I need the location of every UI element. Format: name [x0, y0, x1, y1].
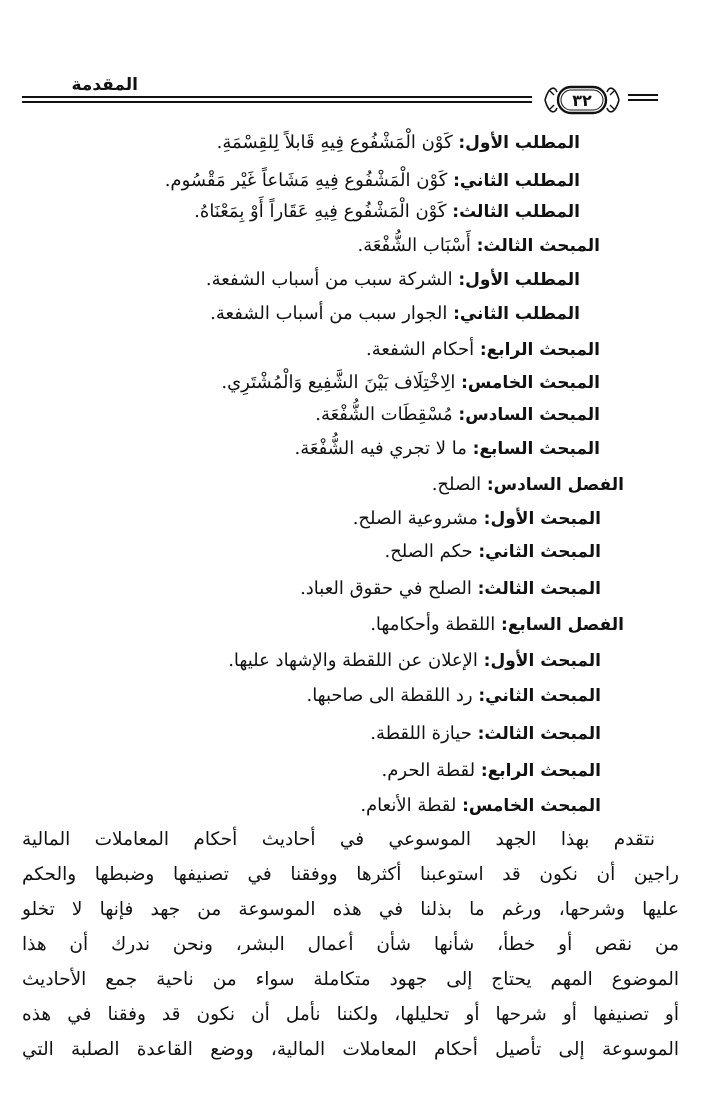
- paragraph-line: نتقدم بهذا الجهد الموسوعي في أحاديث أحكام المعاملات المالية: [22, 829, 655, 850]
- entry-text: لقطة الأنعام.: [360, 795, 463, 816]
- entry-text: ما لا تجري فيه الشُّفْعَة.: [294, 438, 473, 459]
- entry-text: كَوْن الْمَشْفُوع فِيهِ قَابلاً لِلقِسْمَةِ.: [216, 132, 459, 153]
- header-rule-end: [628, 99, 658, 101]
- page-number-ornament: [541, 82, 623, 118]
- outline-entry: [165, 169, 580, 193]
- outline-entry: [228, 649, 601, 673]
- entry-text: أحكام الشفعة.: [366, 339, 480, 360]
- outline-entry: [432, 473, 624, 497]
- header-rule: [22, 96, 532, 98]
- outline-entry: [306, 684, 601, 708]
- page-number: ٣٢: [572, 91, 592, 110]
- header-rule: [22, 101, 532, 103]
- outline-entry: [360, 794, 601, 818]
- paragraph-line: الموسوعة إلى تأصيل أحكام المعاملات المالية، ووضع القاعدة الصلبة التي: [22, 1039, 679, 1060]
- entry-text: الشركة سبب من أسباب الشفعة.: [205, 269, 459, 290]
- outline-entry: [194, 200, 580, 224]
- entry-text: لقطة الحرم.: [381, 760, 481, 781]
- entry-label: المطلب الثاني:: [453, 171, 580, 191]
- entry-label: الفصل السابع:: [501, 615, 624, 635]
- entry-text: الإعلان عن اللقطة والإشهاد عليها.: [228, 650, 484, 671]
- outline-entry: [353, 507, 601, 531]
- entry-label: المبحث الأول:: [483, 651, 601, 671]
- outline-entry: [370, 722, 601, 746]
- entry-text: رد اللقطة الى صاحبها.: [306, 685, 479, 706]
- entry-text: الصلح في حقوق العباد.: [300, 578, 478, 599]
- outline-entry: [315, 403, 600, 427]
- outline-entry: [357, 234, 600, 258]
- entry-text: أَسْبَاب الشُّفْعَة.: [357, 235, 477, 256]
- entry-label: المطلب الأول:: [458, 270, 580, 290]
- entry-label: المبحث السادس:: [458, 405, 600, 425]
- outline-entry: [366, 338, 600, 362]
- outline-entry: [295, 437, 600, 461]
- header-rule-end: [628, 94, 658, 96]
- paragraph-line: من نقص أو خطأ، شأنها شأن أعمال البشر، ونحن ندرك أن هذا: [22, 934, 679, 955]
- entry-label: المبحث الثاني:: [478, 686, 601, 706]
- entry-text: حكم الصلح.: [384, 541, 479, 562]
- entry-text: كَوْن الْمَشْفُوع فِيهِ عَقَاراً أَوْ بِمَعْنَاهُ.: [194, 201, 453, 222]
- outline-entry: [382, 759, 601, 783]
- entry-label: الفصل السادس:: [486, 475, 624, 495]
- running-header-title: المقدمة: [71, 75, 138, 95]
- paragraph-line: راجين أن نكون قد استوعبنا أكثرها ووفقنا في تصنيفها وضبطها والحكم: [22, 864, 679, 885]
- entry-text: كَوْن الْمَشْفُوع فِيهِ مَشَاعاً غَيْر مَقْسُوم.: [164, 170, 454, 191]
- outline-entry: [384, 540, 601, 564]
- entry-label: المبحث الأول:: [483, 509, 601, 529]
- outline-entry: [221, 371, 600, 395]
- entry-label: المبحث السابع:: [472, 439, 600, 459]
- entry-label: المبحث الثاني:: [478, 542, 601, 562]
- entry-label: المبحث الثالث:: [477, 579, 601, 599]
- entry-label: المبحث الرابع:: [480, 761, 601, 781]
- entry-text: مشروعية الصلح.: [352, 508, 484, 529]
- paragraph-line: أو تصنيفها أو شرحها أو تحليلها، ولكننا نأمل أن نكون قد وفقنا في هذه: [22, 1004, 679, 1025]
- entry-label: المبحث الخامس:: [461, 373, 600, 393]
- entry-text: مُسْقِطَات الشُّفْعَة.: [315, 404, 459, 425]
- entry-label: المطلب الثاني:: [453, 304, 580, 324]
- entry-label: المطلب الثالث:: [452, 202, 580, 222]
- outline-entry: [370, 613, 624, 637]
- entry-label: المبحث الرابع:: [479, 340, 600, 360]
- paragraph-line: عليها وشرحها، ورغم ما بذلنا في هذه الموسوعة من جهد فإنها لا تخلو: [22, 899, 679, 920]
- outline-entry: [217, 131, 580, 155]
- entry-label: المبحث الثالث:: [476, 236, 600, 256]
- entry-text: الِاخْتِلَاف بَيْنَ الشَّفِيع وَالْمُشْتَرِي.: [221, 372, 462, 393]
- entry-text: الجوار سبب من أسباب الشفعة.: [210, 303, 454, 324]
- outline-entry: [210, 302, 580, 326]
- entry-text: حيازة اللقطة.: [370, 723, 478, 744]
- entry-label: المبحث الثالث:: [477, 724, 601, 744]
- outline-entry: [300, 577, 601, 601]
- outline-entry: [206, 268, 580, 292]
- paragraph-line: الموضوع المهم يحتاج إلى جهود متكاملة سواء من ناحية جمع الأحاديث: [22, 969, 679, 990]
- entry-text: الصلح.: [431, 474, 487, 495]
- entry-label: المبحث الخامس:: [462, 796, 601, 816]
- entry-label: المطلب الأول:: [458, 133, 580, 153]
- entry-text: اللقطة وأحكامها.: [370, 614, 502, 635]
